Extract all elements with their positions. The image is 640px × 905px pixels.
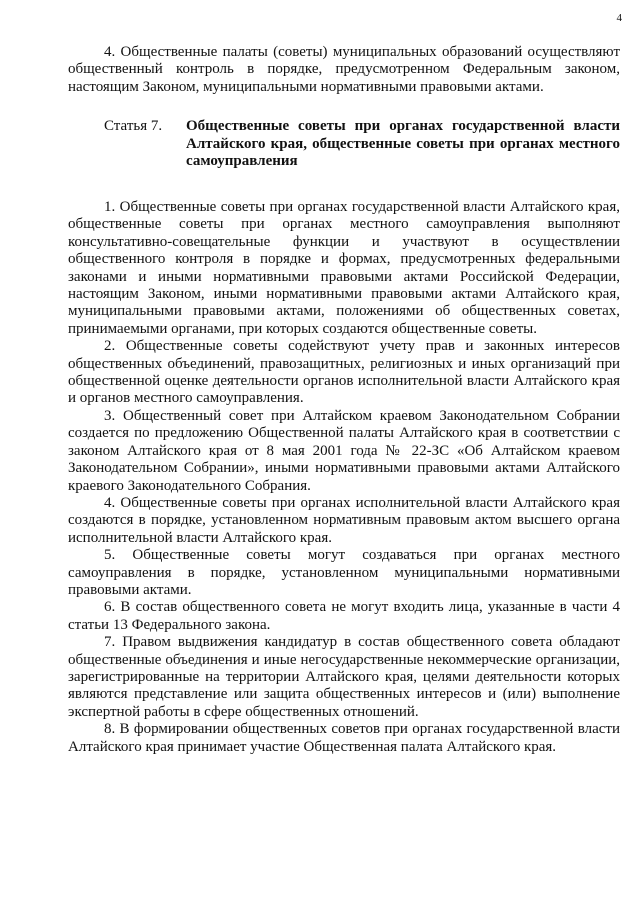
article-paragraph-7: 7. Правом выдвижения кандидатур в состав общественного совета обладают общественные объединения и иные негосударственные некоммерческие организации, зарегистрированные на территории Алтайского края, целями деятельности которых являются представление или защита общественных интересов и (или) выполнение экспертной работы в сфере общественных отношений. — [68, 634, 620, 720]
article-paragraph-1: 1. Общественные советы при органах государственной власти Алтайского края, общественные советы при органах местного самоуправления выполняют консультативно-совещательные функции и участвуют в осуществлении общественного контроля в порядке и формах, предусмотренных федеральными законами и иными нормативными правовыми актами Российской Федерации, настоящим Законом, иными нормативными правовыми актами Алтайского края, муниципальными правовыми актами, положениями об общественных советах, принимаемыми органами, при которых создаются общественные советы. — [68, 199, 620, 337]
article-paragraph-5: 5. Общественные советы могут создаваться при органах местного самоуправления в порядке, установленном муниципальными нормативными правовыми актами. — [68, 547, 620, 598]
article-paragraph-4: 4. Общественные советы при органах исполнительной власти Алтайского края создаются в порядке, установленном нормативным правовым актом высшего органа исполнительной власти Алтайского края. — [68, 494, 620, 546]
article-header — [68, 118, 620, 171]
article-label: Статья 7. — [104, 118, 163, 135]
article-paragraph-6: 6. В состав общественного совета не могут входить лица, указанные в части 4 статьи 13 Федерального закона. — [68, 599, 620, 633]
page-number: 4 — [616, 12, 622, 24]
document-body — [68, 44, 620, 756]
intro-paragraph: 4. Общественные палаты (советы) муниципальных образований осуществляют общественный контроль в порядке, предусмотренном Федеральным законом, настоящим Законом, муниципальными нормативными правовыми актами. — [68, 44, 620, 95]
article-paragraph-2: 2. Общественные советы содействуют учету прав и законных интересов общественных объединений, правозащитных, религиозных и иных организаций при общественной оценке деятельности органов исполнительной власти Алтайского края и органов местного самоуправления. — [68, 338, 620, 407]
article-title: Общественные советы при органах государственной власти Алтайского края, общественные советы при органах местного самоуправления — [186, 118, 620, 170]
article-paragraph-8: 8. В формировании общественных советов при органах государственной власти Алтайского края принимает участие Общественная палата Алтайского края. — [68, 721, 620, 755]
article-paragraph-3: 3. Общественный совет при Алтайском краевом Законодательном Собрании создается по предложению Общественной палаты Алтайского края в соответствии с законом Алтайского края от 8 мая 2001 года № 22-ЗС «Об Алтайском краевом Законодательном Собрании», иными нормативными правовыми актами Алтайского краевого Законодательного Собрания. — [68, 407, 620, 494]
